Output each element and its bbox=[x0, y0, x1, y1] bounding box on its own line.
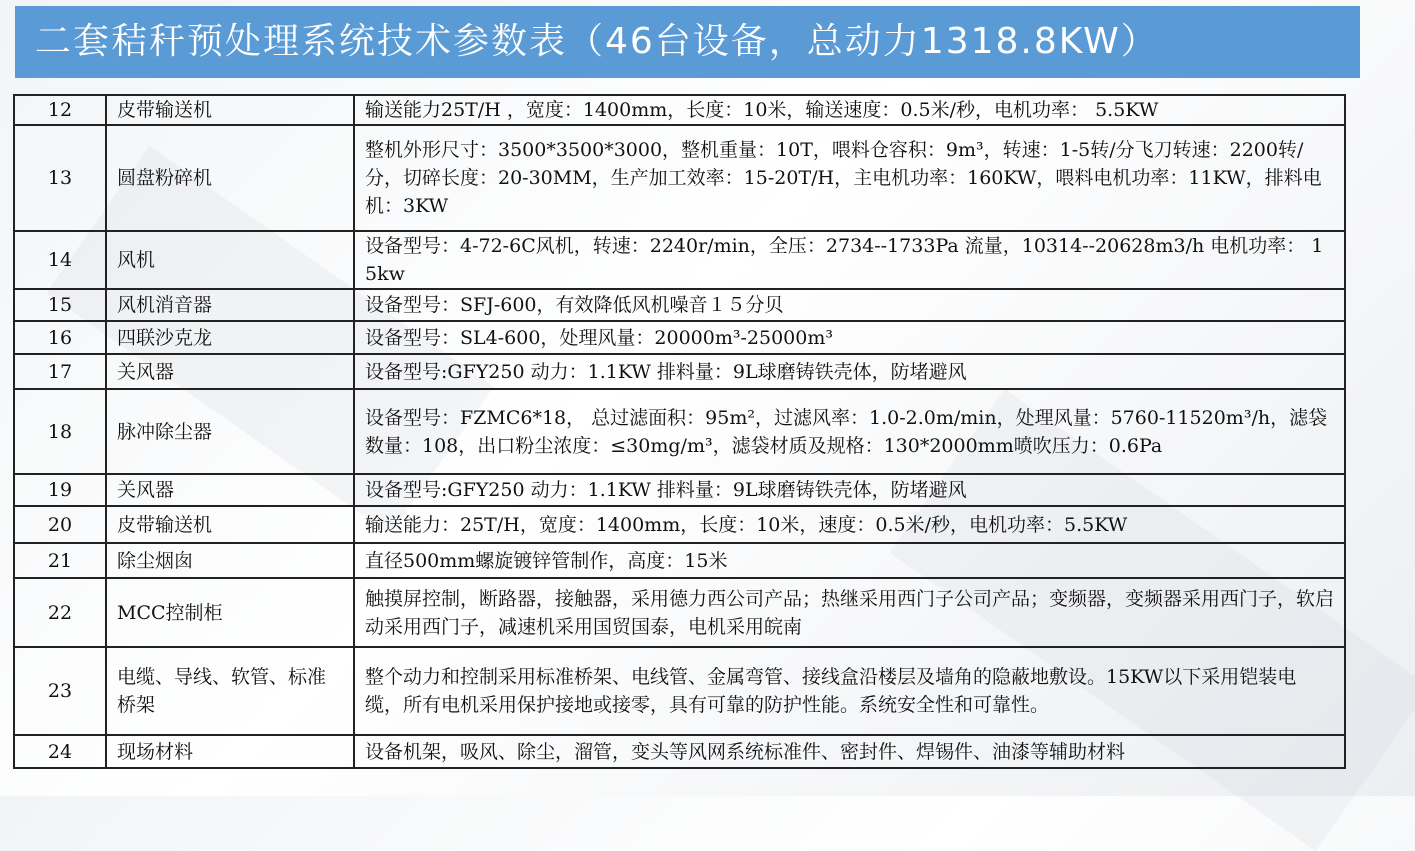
equipment-name: 电缆、导线、软管、标准桥架 bbox=[106, 647, 354, 735]
table-row bbox=[14, 354, 1345, 389]
equipment-name: 脉冲除尘器 bbox=[106, 389, 354, 474]
equipment-spec: 整个动力和控制采用标准桥架、电线管、金属弯管、接线盒沿楼层及墙角的隐蔽地敷设。15KW以下采用铠装电缆，所有电机采用保护接地或接零，具有可靠的防护性能。系统安全性和可靠性。 bbox=[354, 647, 1345, 735]
equipment-spec: 设备型号：4-72-6C风机，转速：2240r/min，全压：2734--1733Pa 流量，10314--20628m3/h 电机功率： 15kw bbox=[354, 231, 1345, 289]
table-row bbox=[14, 95, 1345, 125]
table-row bbox=[14, 389, 1345, 474]
row-number: 14 bbox=[14, 231, 106, 289]
table-row bbox=[14, 289, 1345, 321]
equipment-name: 关风器 bbox=[106, 354, 354, 389]
table-row bbox=[14, 543, 1345, 578]
equipment-spec: 设备型号:GFY250 动力：1.1KW 排料量：9L球磨铸铁壳体，防堵避风 bbox=[354, 354, 1345, 389]
row-number: 17 bbox=[14, 354, 106, 389]
row-number: 21 bbox=[14, 543, 106, 578]
equipment-name: 关风器 bbox=[106, 474, 354, 506]
table-row bbox=[14, 578, 1345, 647]
equipment-name: 风机消音器 bbox=[106, 289, 354, 321]
equipment-spec: 整机外形尺寸：3500*3500*3000，整机重量：10T，喂料仓容积：9m³，转速：1-5转/分飞刀转速：2200转/分，切碎长度：20-30MM，生产加工效率：15-20T/H，主电机功率：160KW，喂料电机功率：11KW，排料电机：3KW bbox=[354, 125, 1345, 231]
equipment-spec: 设备型号：FZMC6*18， 总过滤面积：95m²，过滤风率：1.0-2.0m/min，处理风量：5760-11520m³/h，滤袋数量：108，出口粉尘浓度：≤30mg/m³，滤袋材质及规格：130*2000mm喷吹压力：0.6Pa bbox=[354, 389, 1345, 474]
equipment-spec: 设备机架，吸风、除尘，溜管，变头等风网系统标准件、密封件、焊锡件、油漆等辅助材料 bbox=[354, 735, 1345, 768]
equipment-spec: 设备型号：SFJ-600，有效降低风机噪音１５分贝 bbox=[354, 289, 1345, 321]
equipment-spec: 直径500mm螺旋镀锌管制作，高度：15米 bbox=[354, 543, 1345, 578]
table-row bbox=[14, 321, 1345, 354]
equipment-name: 风机 bbox=[106, 231, 354, 289]
row-number: 23 bbox=[14, 647, 106, 735]
page-title: 二套秸秆预处理系统技术参数表（46台设备，总动力1318.8KW） bbox=[15, 6, 1360, 78]
table-row bbox=[14, 125, 1345, 231]
equipment-name: 圆盘粉碎机 bbox=[106, 125, 354, 231]
row-number: 22 bbox=[14, 578, 106, 647]
row-number: 15 bbox=[14, 289, 106, 321]
equipment-name: 皮带输送机 bbox=[106, 95, 354, 125]
table-row bbox=[14, 647, 1345, 735]
row-number: 19 bbox=[14, 474, 106, 506]
table-row bbox=[14, 474, 1345, 506]
row-number: 18 bbox=[14, 389, 106, 474]
equipment-name: 除尘烟囱 bbox=[106, 543, 354, 578]
equipment-spec: 输送能力25T/H ，宽度：1400mm，长度：10米，输送速度：0.5米/秒，电机功率： 5.5KW bbox=[354, 95, 1345, 125]
equipment-spec: 设备型号:GFY250 动力：1.1KW 排料量：9L球磨铸铁壳体，防堵避风 bbox=[354, 474, 1345, 506]
equipment-name: MCC控制柜 bbox=[106, 578, 354, 647]
equipment-name: 皮带输送机 bbox=[106, 506, 354, 543]
row-number: 13 bbox=[14, 125, 106, 231]
equipment-name: 四联沙克龙 bbox=[106, 321, 354, 354]
row-number: 12 bbox=[14, 95, 106, 125]
equipment-name: 现场材料 bbox=[106, 735, 354, 768]
row-number: 16 bbox=[14, 321, 106, 354]
spec-table bbox=[13, 94, 1346, 769]
table-row bbox=[14, 231, 1345, 289]
row-number: 24 bbox=[14, 735, 106, 768]
equipment-spec: 输送能力：25T/H，宽度：1400mm，长度：10米，速度：0.5米/秒，电机功率：5.5KW bbox=[354, 506, 1345, 543]
table-row bbox=[14, 735, 1345, 768]
table-row bbox=[14, 506, 1345, 543]
equipment-spec: 触摸屏控制，断路器，接触器，采用德力西公司产品；热继采用西门子公司产品；变频器，变频器采用西门子，软启动采用西门子，减速机采用国贸国泰，电机采用皖南 bbox=[354, 578, 1345, 647]
equipment-spec: 设备型号：SL4-600，处理风量：20000m³-25000m³ bbox=[354, 321, 1345, 354]
row-number: 20 bbox=[14, 506, 106, 543]
